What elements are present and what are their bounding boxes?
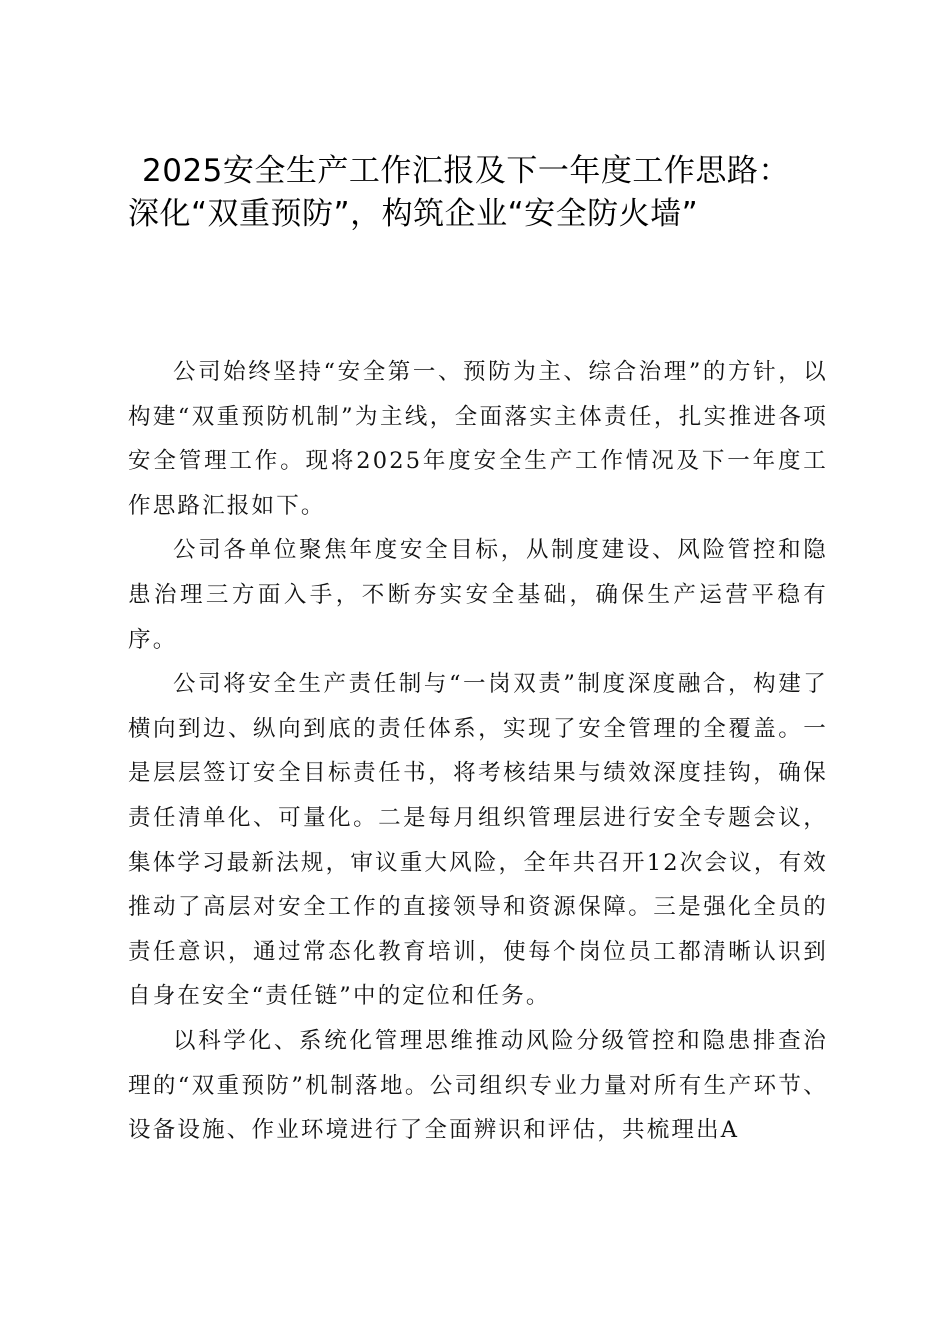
paragraph-overview: 公司各单位聚焦年度安全目标，从制度建设、风险管控和隐患治理三方面入手，不断夯实安全基础，确保生产运营平稳有序。 [128,537,828,653]
title-line-2: 深化“双重预防”，构筑企业“安全防火墙” [128,196,699,232]
title-line-1: 2025安全生产工作汇报及下一年度工作思路： [142,153,790,189]
paragraph-dual-prevention: 以科学化、系统化管理思维推动风险分级管控和隐患排查治理的“双重预防”机制落地。公司组织专业力量对所有生产环节、设备设施、作业环境进行了全面辨识和评估，共梳理出A [128,1027,828,1144]
paragraph-responsibility: 公司将安全生产责任制与“一岗双责”制度深度融合，构建了横向到边、纵向到底的责任体系，实现了安全管理的全覆盖。一是层层签订安全目标责任书，将考核结果与绩效深度挂钩，确保责任清单化、可量化。二是每月组织管理层进行安全专题会议，集体学习最新法规，审议重大风险，全年共召开12次会议，有效推动了高层对安全工作的直接领导和资源保障。三是强化全员的责任意识，通过常态化教育培训，使每个岗位员工都清晰认识到自身在安全“责任链”中的定位和任务。 [128,671,828,1010]
document-title [128,150,848,236]
paragraph-intro: 公司始终坚持“安全第一、预防为主、综合治理”的方针，以构建“双重预防机制”为主线，全面落实主体责任，扎实推进各项安全管理工作。现将2025年度安全生产工作情况及下一年度工作思路汇报如下。 [128,359,828,519]
document-body [128,350,828,1153]
